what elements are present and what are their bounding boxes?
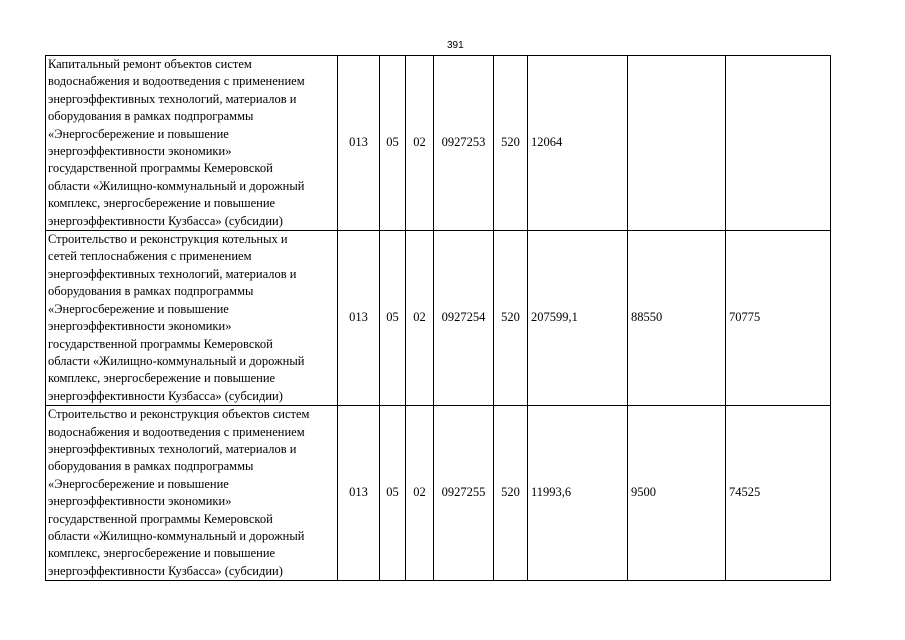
- description-line: сетей теплоснабжения с применением: [48, 249, 252, 264]
- description-line: Капитальный ремонт объектов систем: [48, 57, 252, 71]
- description-line: энергоэффективности Кузбасса» (субсидии): [48, 563, 283, 578]
- target-item-code: 0927253: [434, 56, 494, 231]
- expense-type-code: 520: [494, 406, 528, 581]
- amount-year-3: 74525: [726, 406, 831, 581]
- expense-type-code: 520: [494, 231, 528, 406]
- amount-year-1: 11993,6: [528, 406, 628, 581]
- section-code: 05: [380, 56, 406, 231]
- description-line: государственной программы Кемеровской: [48, 511, 273, 526]
- description-line: энергоэффективности Кузбасса» (субсидии): [48, 213, 283, 228]
- description-line: энергоэффективности экономики»: [48, 144, 232, 159]
- description-line: «Энергосбережение и повышение: [48, 126, 229, 141]
- budget-table: [45, 55, 831, 581]
- description-line: водоснабжения и водоотведения с применением: [48, 74, 305, 89]
- amount-year-3: 70775: [726, 231, 831, 406]
- description-line: «Энергосбережение и повышение: [48, 301, 229, 316]
- description-line: Строительство и реконструкция объектов систем: [48, 407, 310, 422]
- description-line: государственной программы Кемеровской: [48, 161, 273, 176]
- amount-year-3: [726, 56, 831, 231]
- description-line: области «Жилищно-коммунальный и дорожный: [48, 178, 305, 193]
- description-line: энергоэффективности экономики»: [48, 319, 232, 334]
- description-line: энергоэффективных технологий, материалов и: [48, 441, 297, 456]
- row-description: [46, 56, 338, 231]
- description-line: оборудования в рамках подпрограммы: [48, 284, 254, 299]
- target-item-code: 0927255: [434, 406, 494, 581]
- description-line: водоснабжения и водоотведения с применением: [48, 424, 305, 439]
- description-line: комплекс, энергосбережение и повышение: [48, 546, 276, 561]
- row-description: [46, 406, 338, 581]
- subsection-code: 02: [406, 231, 434, 406]
- amount-year-2: 88550: [628, 231, 726, 406]
- ministry-code: 013: [338, 231, 380, 406]
- description-line: области «Жилищно-коммунальный и дорожный: [48, 528, 305, 543]
- ministry-code: 013: [338, 56, 380, 231]
- description-line: оборудования в рамках подпрограммы: [48, 109, 254, 124]
- description-line: энергоэффективных технологий, материалов и: [48, 266, 297, 281]
- description-line: энергоэффективности экономики»: [48, 494, 232, 509]
- table-row: [46, 231, 831, 406]
- page-number: 391: [447, 40, 464, 51]
- description-line: области «Жилищно-коммунальный и дорожный: [48, 353, 305, 368]
- description-line: Строительство и реконструкция котельных и: [48, 232, 288, 247]
- section-code: 05: [380, 406, 406, 581]
- row-description: [46, 231, 338, 406]
- ministry-code: 013: [338, 406, 380, 581]
- description-line: «Энергосбережение и повышение: [48, 476, 229, 491]
- subsection-code: 02: [406, 406, 434, 581]
- target-item-code: 0927254: [434, 231, 494, 406]
- table-row: [46, 406, 831, 581]
- description-line: государственной программы Кемеровской: [48, 336, 273, 351]
- amount-year-2: [628, 56, 726, 231]
- section-code: 05: [380, 231, 406, 406]
- description-line: комплекс, энергосбережение и повышение: [48, 196, 276, 211]
- description-line: оборудования в рамках подпрограммы: [48, 459, 254, 474]
- description-line: энергоэффективности Кузбасса» (субсидии): [48, 388, 283, 403]
- amount-year-1: 207599,1: [528, 231, 628, 406]
- table-row: [46, 56, 831, 231]
- description-line: энергоэффективных технологий, материалов и: [48, 91, 297, 106]
- description-line: комплекс, энергосбережение и повышение: [48, 371, 276, 386]
- amount-year-2: 9500: [628, 406, 726, 581]
- expense-type-code: 520: [494, 56, 528, 231]
- amount-year-1: 12064: [528, 56, 628, 231]
- subsection-code: 02: [406, 56, 434, 231]
